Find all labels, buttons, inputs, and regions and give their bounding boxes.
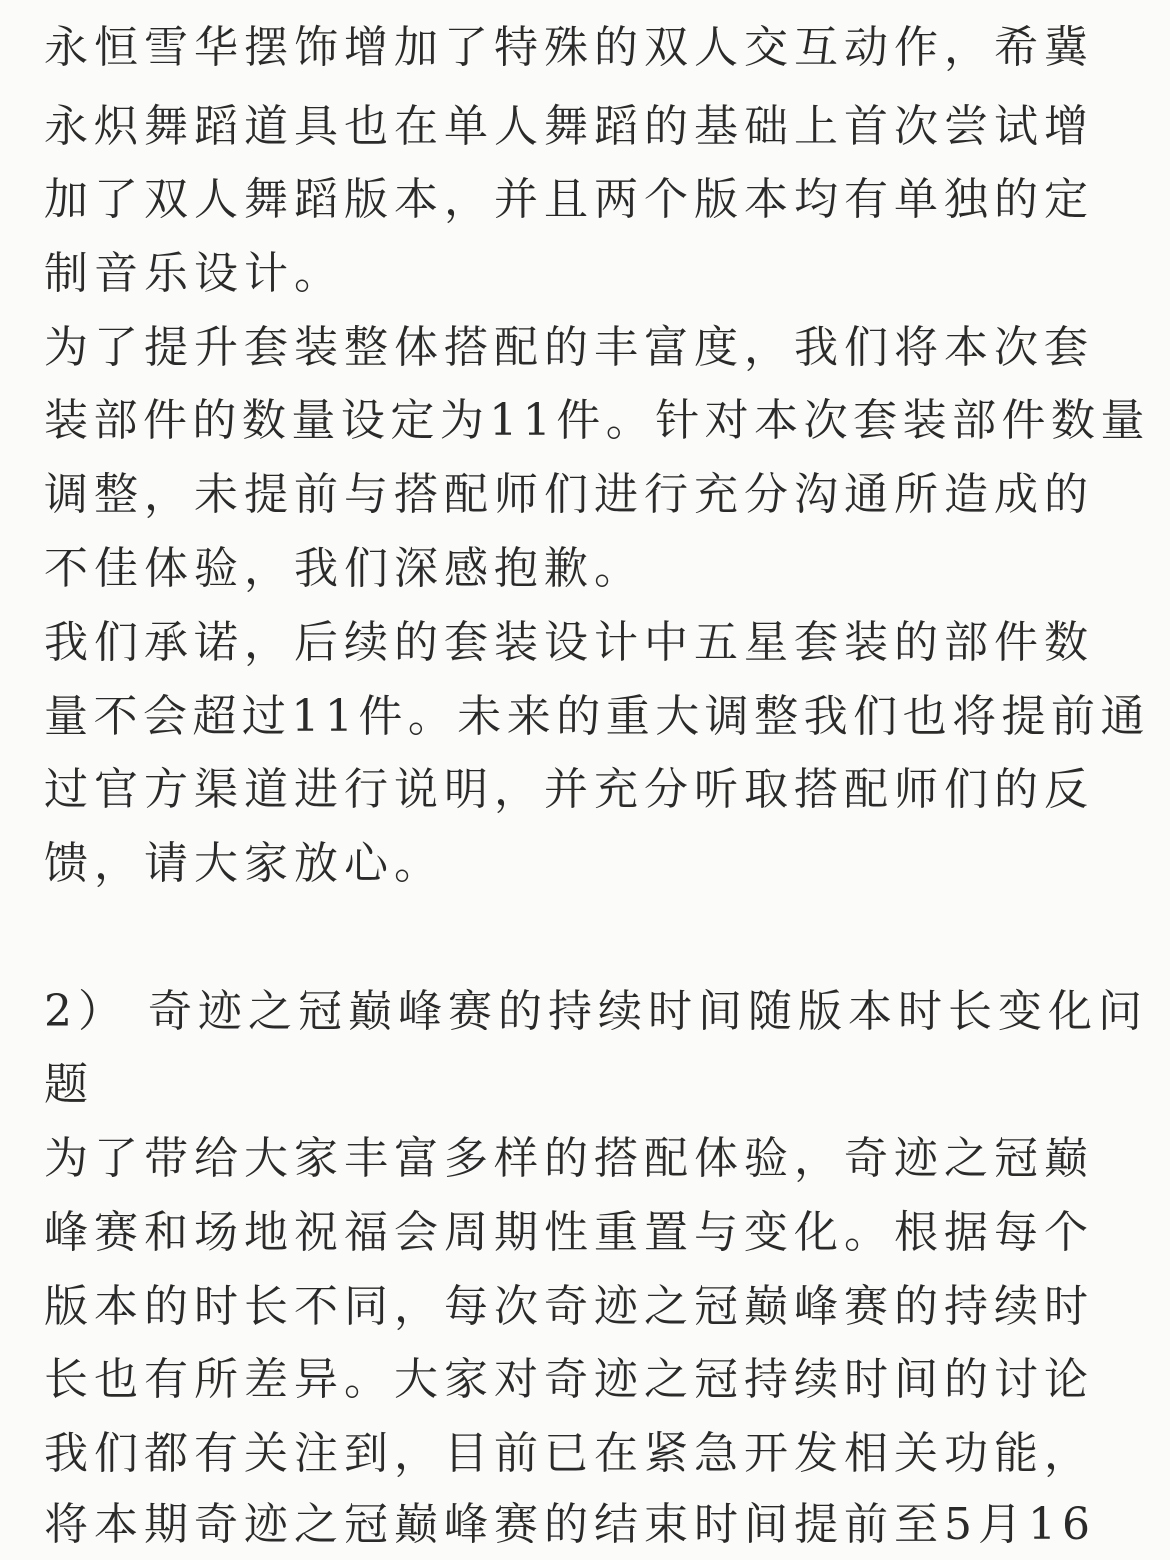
text-line: 为了提升套装整体搭配的丰富度，我们将本次套 xyxy=(44,322,1094,373)
text-line: 将本期奇迹之冠巅峰赛的结束时间提前至5月16 xyxy=(44,1499,1096,1550)
text-line: 我们承诺，后续的套装设计中五星套装的部件数 xyxy=(44,617,1094,668)
section-heading: 题 xyxy=(44,1059,94,1110)
text-line: 为了带给大家丰富多样的搭配体验，奇迹之冠巅 xyxy=(44,1133,1094,1184)
text-line: 制音乐设计。 xyxy=(44,248,344,299)
text-line: 永恒雪华摆饰增加了特殊的双人交互动作，希冀 xyxy=(44,22,1094,73)
text-line: 版本的时长不同，每次奇迹之冠巅峰赛的持续时 xyxy=(44,1281,1094,1332)
text-line: 馈，请大家放心。 xyxy=(44,838,444,889)
text-line: 永炽舞蹈道具也在单人舞蹈的基础上首次尝试增 xyxy=(44,101,1094,152)
text-line: 长也有所差异。大家对奇迹之冠持续时间的讨论 xyxy=(44,1354,1094,1405)
text-line: 不佳体验，我们深感抱歉。 xyxy=(44,543,644,594)
section-heading: 2） 奇迹之冠巅峰赛的持续时间随版本时长变化问 xyxy=(44,986,1148,1037)
text-line: 量不会超过11件。未来的重大调整我们也将提前通 xyxy=(44,691,1150,742)
text-line: 我们都有关注到，目前已在紧急开发相关功能， xyxy=(44,1428,1094,1479)
text-line: 峰赛和场地祝福会周期性重置与变化。根据每个 xyxy=(44,1207,1094,1258)
text-line: 调整，未提前与搭配师们进行充分沟通所造成的 xyxy=(44,469,1094,520)
text-line: 加了双人舞蹈版本，并且两个版本均有单独的定 xyxy=(44,174,1094,225)
text-line: 过官方渠道进行说明，并充分听取搭配师们的反 xyxy=(44,764,1094,815)
text-line: 装部件的数量设定为11件。针对本次套装部件数量 xyxy=(44,395,1150,446)
